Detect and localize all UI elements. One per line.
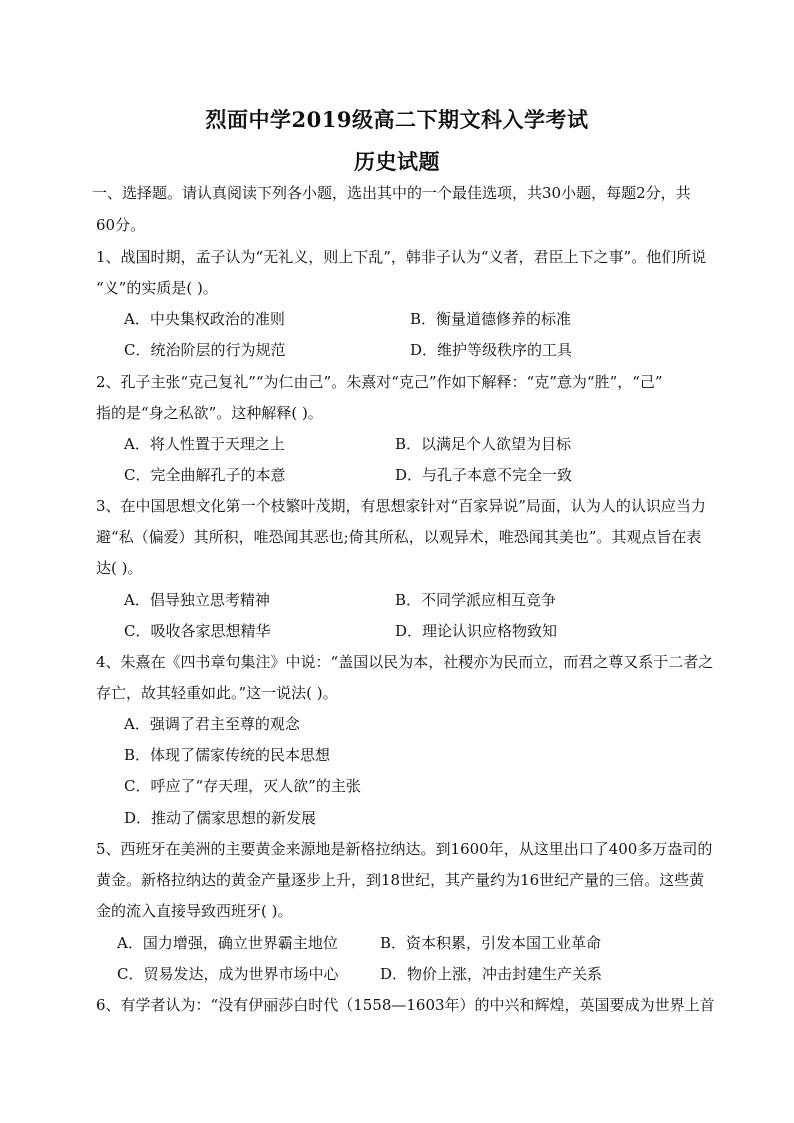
q5-option-a: A．国力增强，确立世界霸主地位 bbox=[117, 934, 338, 952]
exam-subtitle: 历史试题 bbox=[354, 149, 440, 174]
q1-option-b: B．衡量道德修养的标准 bbox=[410, 310, 572, 328]
q3-option-c: C．吸收各家思想精华 bbox=[124, 622, 271, 640]
section-instructions-line-1: 一、选择题。请认真阅读下列各小题，选出其中的一个最佳选项，共30小题，每题2分，共 bbox=[92, 184, 691, 202]
q5-stem-line-2: 黄金。新格拉纳达的黄金产量逐步上升，到18世纪，其产量约为16世纪产量的三倍。这些黄 bbox=[96, 871, 705, 889]
q1-option-d: D．维护等级秩序的工具 bbox=[410, 341, 573, 359]
q3-option-b: B．不同学派应相互竞争 bbox=[395, 591, 557, 609]
q5-stem-line-1: 5、西班牙在美洲的主要黄金来源地是新格拉纳达。到1600年，从这里出口了400多万盎司的 bbox=[96, 840, 713, 858]
section-instructions-line-2: 60分。 bbox=[96, 216, 146, 234]
q3-option-d: D．理论认识应格物致知 bbox=[395, 622, 558, 640]
q2-option-b: B．以满足个人欲望为目标 bbox=[395, 435, 572, 453]
q5-stem-line-3: 金的流入直接导致西班牙( )。 bbox=[96, 902, 293, 920]
q1-option-c: C．统治阶层的行为规范 bbox=[124, 341, 286, 359]
q5-option-c: C．贸易发达，成为世界市场中心 bbox=[117, 965, 339, 983]
q2-stem-line-2: 指的是“身之私欲”。这种解释( )。 bbox=[96, 404, 323, 422]
q4-stem-line-1: 4、朱熹在《四书章句集注》中说：“盖国以民为本，社稷亦为民而立，而君之尊又系于二者之 bbox=[96, 653, 714, 671]
q2-option-a: A．将人性置于天理之上 bbox=[124, 435, 285, 453]
q4-option-b: B．体现了儒家传统的民本思想 bbox=[124, 746, 331, 764]
q4-stem-line-2: 存亡，故其轻重如此。”这一说法( )。 bbox=[96, 684, 338, 702]
q1-stem-line-1: 1、战国时期，孟子认为“无礼义，则上下乱”，韩非子认为“义者，君臣上下之事”。他们所说 bbox=[96, 248, 707, 266]
q2-option-c: C．完全曲解孔子的本意 bbox=[124, 466, 286, 484]
exam-title: 烈面中学2019级高二下期文科入学考试 bbox=[205, 107, 589, 132]
q6-stem-line-1: 6、有学者认为：“没有伊丽莎白时代（1558—1603年）的中兴和辉煌，英国要成为世界上首 bbox=[96, 996, 715, 1014]
q1-option-a: A．中央集权政治的准则 bbox=[124, 310, 285, 328]
q3-option-a: A．倡导独立思考精神 bbox=[124, 591, 270, 609]
q4-option-c: C．呼应了“存天理，灭人欲”的主张 bbox=[124, 777, 361, 795]
q4-option-a: A．强调了君主至尊的观念 bbox=[124, 715, 300, 733]
q5-option-b: B．资本积累，引发本国工业革命 bbox=[380, 934, 602, 952]
q2-option-d: D．与孔子本意不完全一致 bbox=[395, 466, 573, 484]
q5-option-d: D．物价上涨，冲击封建生产关系 bbox=[380, 965, 603, 983]
q1-stem-line-2: “义”的实质是( )。 bbox=[96, 279, 218, 297]
q3-stem-line-2: 避“私（偏爱）其所积，唯恐闻其恶也;倚其所私，以观异术，唯恐闻其美也”。其观点旨在表 bbox=[96, 528, 702, 546]
q2-stem-line-1: 2、孔子主张“克己复礼”“为仁由己”。朱熹对“克己”作如下解释：“克”意为“胜”，“己” bbox=[96, 373, 663, 391]
q3-stem-line-3: 达( )。 bbox=[96, 559, 143, 577]
q4-option-d: D．推动了儒家思想的新发展 bbox=[124, 809, 317, 827]
q3-stem-line-1: 3、在中国思想文化第一个枝繁叶茂期，有思想家针对“百家异说”局面，认为人的认识应当力 bbox=[96, 497, 706, 515]
